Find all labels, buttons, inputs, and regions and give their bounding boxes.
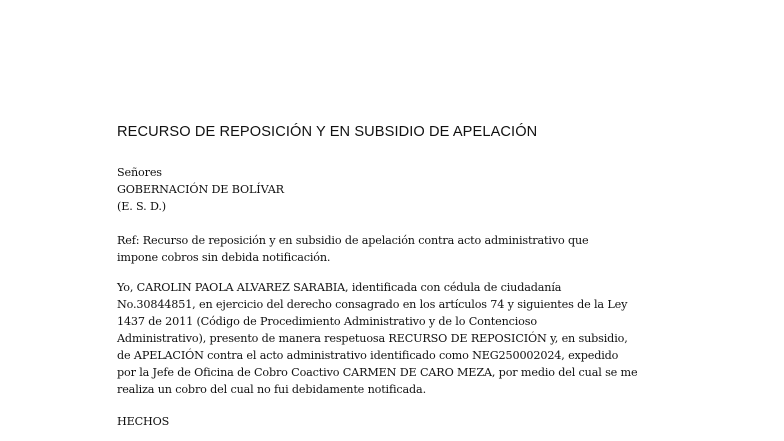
reference-line-1: Ref: Recurso de reposición y en subsidio de apelación contra acto administrativo que	[117, 234, 589, 247]
address-line-recipient: GOBERNACIÓN DE BOLÍVAR	[117, 183, 284, 196]
section-heading-hechos: HECHOS	[117, 415, 170, 428]
document-title: RECURSO DE REPOSICIÓN Y EN SUBSIDIO DE APELACIÓN	[117, 124, 538, 140]
body-line-4: Administrativo), presento de manera respetuosa RECURSO DE REPOSICIÓN y, en subsidio,	[117, 332, 628, 345]
body-line-5: de APELACIÓN contra el acto administrativo identificado como NEG250002024, expedido	[117, 349, 619, 362]
body-line-3: 1437 de 2011 (Código de Procedimiento Administrativo y de lo Contencioso	[117, 315, 537, 328]
body-line-6: por la Jefe de Oficina de Cobro Coactivo CARMEN DE CARO MEZA, por medio del cual se me	[117, 366, 638, 379]
body-line-1: Yo, CAROLIN PAOLA ALVAREZ SARABIA, identificada con cédula de ciudadanía	[117, 281, 562, 294]
reference-line-2: impone cobros sin debida notificación.	[117, 251, 331, 264]
body-line-2: No.30844851, en ejercicio del derecho consagrado en los artículos 74 y siguientes de la Ley	[117, 298, 628, 311]
address-line-esd: (E. S. D.)	[117, 200, 167, 213]
address-line-salutation: Señores	[117, 166, 162, 179]
body-line-7: realiza un cobro del cual no fui debidamente notificada.	[117, 383, 426, 396]
